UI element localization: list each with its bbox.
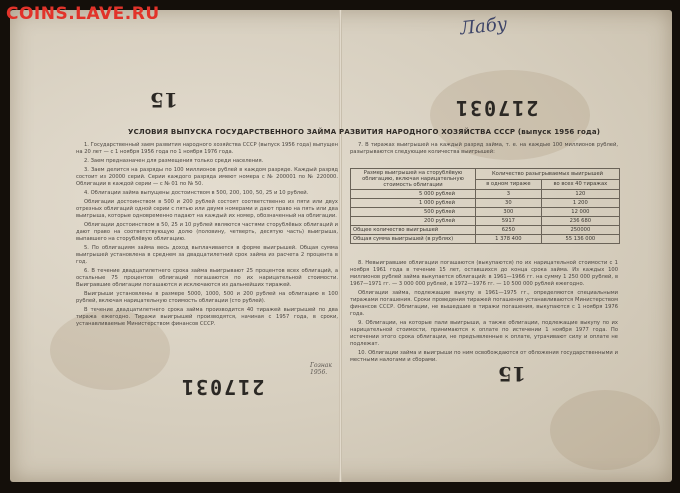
table-row-total-count: Общее количество выигрышей 6250 250000 bbox=[351, 226, 620, 235]
serial-number-top: 217031 bbox=[454, 96, 539, 120]
serial-number-bottom: 217031 bbox=[180, 375, 265, 399]
conditions-text bbox=[76, 142, 338, 330]
paragraph: 8. Невыигравшие облигации погашаются (выкупаются) по их нарицательной стоимости с 1 ноября 1961 года в течение 15 лет, оставшихся до конца срока займа. Из каждых 100 миллионов рублей займа выкупается облигаций: в 1961—1966 гг. на сумму 1 250 000 рублей, в 1967—1971 гг. — 3 000 000 рублей, в 1972—1976 гг. — 10 500 000 рублей ежегодно. bbox=[350, 260, 618, 287]
conditions-title: УСЛОВИЯ ВЫПУСКА ГОСУДАРСТВЕННОГО ЗАЙМА РАЗВИТИЯ НАРОДНОГО ХОЗЯЙСТВА СССР (выпуск 1956 года) bbox=[128, 128, 601, 136]
paragraph: Облигации достоинством в 50, 25 и 10 рублей являются частями сторублёвых облигаций и дают право на соответствующую долю (половину, четверть, десятую часть) выигрыша, выпавшего на сторублёвую облигацию. bbox=[76, 222, 338, 242]
table-row-total-sum: Общая сумма выигрышей (в рублях) 1 378 400 55 136 000 bbox=[351, 235, 620, 244]
paragraph: 1. Государственный заем развития народного хозяйства СССР (выпуск 1956 года) выпущен на 20 лет — с 1 ноября 1956 года по 1 ноября 1976 года. bbox=[76, 142, 338, 155]
site-watermark: COINS.LAVE.RU bbox=[6, 4, 160, 24]
table-row: 5 000 рублей 3 120 bbox=[351, 190, 620, 199]
paragraph: Выигрыши установлены в размере 5000, 1000, 500 и 200 рублей на облигацию в 100 рублей, включая нарицательную стоимость облигации (сто рублей). bbox=[76, 291, 338, 304]
series-number-top: 15 bbox=[150, 88, 178, 112]
paragraph: Облигации займа, подлежащие выкупу в 1961—1975 гг., определяются специальными тиражами погашения. Сроки проведения тиражей погашения устанавливаются Министерством финансов СССР. Облигации, не вышедшие в тиражи погашения, выкупаются с 1 ноября 1976 года. bbox=[350, 290, 618, 317]
paragraph: 3. Заем делится на разряды по 100 миллионов рублей в каждом разряде. Каждый разряд состоит из 20000 серий. Серии каждого разряда имеют номера с № 200001 по № 220000. Облигации в каждой серии — с № 01 по № 50. bbox=[76, 167, 338, 187]
table-row: 500 рублей 300 12 000 bbox=[351, 208, 620, 217]
paragraph-7 bbox=[350, 142, 618, 158]
printer-mark: Гознак 1956. bbox=[310, 362, 332, 376]
table-header-size: Размер выигрышей на сторублёвую облигацию, включая нарицательную стоимость облигации bbox=[351, 169, 476, 190]
paragraph: Облигации достоинством в 500 и 200 рублей состоят соответственно из пяти или двух отрезных облигаций одной серии с пятью или двумя номерами и дают право на пять или два выигрыша, которые одновременно падают на каждый их номер, обозначенный на облигации. bbox=[76, 199, 338, 219]
table-row: 1 000 рублей 30 1 200 bbox=[351, 199, 620, 208]
table-subheader-all: во всех 40 тиражах bbox=[541, 179, 619, 190]
table-header-count: Количество разыгрываемых выигрышей bbox=[476, 169, 620, 180]
paragraph: 7. В тиражах выигрышей на каждый разряд займа, т. е. на каждые 100 миллионов рублей, разыгрываются следующие количества выигрышей: bbox=[350, 142, 618, 155]
bond-sheet bbox=[10, 10, 672, 482]
paragraph: 10. Облигации займа и выигрыши по ним освобождаются от обложения государственными и местными налогами и сборами. bbox=[350, 350, 618, 363]
handwritten-note: Лабу bbox=[459, 13, 509, 40]
paragraph: 6. В течение двадцатилетнего срока займа выигрывают 25 процентов всех облигаций, а остальные 75 процентов облигаций погашаются по их нарицательной стоимости. Выигравшие облигации погашаются и исключаются из дальнейших тиражей. bbox=[76, 268, 338, 288]
paragraph: 4. Облигации займа выпущены достоинством в 500, 200, 100, 50, 25 и 10 рублей. bbox=[84, 190, 309, 196]
paragraph: 2. Заем предназначен для размещения только среди населения. bbox=[84, 158, 264, 164]
series-number-bottom: 15 bbox=[498, 362, 526, 386]
paragraph: 5. По облигациям займа весь доход выплачивается в форме выигрышей. Общая сумма выигрышей установлена в среднем за двадцатилетний срок займа из расчета 2 процента в год. bbox=[76, 245, 338, 265]
table-subheader-one: в одном тираже bbox=[476, 179, 542, 190]
table-row: 200 рублей 5917 236 680 bbox=[351, 217, 620, 226]
paragraph: 9. Облигации, на которые пали выигрыши, а также облигации, подлежащие выкупу по их нарицательной стоимости, принимаются к оплате по истечении 1 ноября 1977 года. По истечении этого срока облигации, не предъявленные к оплате, утрачивают силу и оплате не подлежат. bbox=[350, 320, 618, 347]
paragraph: В течение двадцатилетнего срока займа производится 40 тиражей выигрышей по два тиража ежегодно. Тиражи выигрышей производятся, начиная с 1957 года, в сроки, устанавливаемые Министерством финансов СССР. bbox=[76, 307, 338, 327]
right-page bbox=[342, 10, 672, 482]
conditions-text-right bbox=[350, 260, 618, 366]
prize-table bbox=[350, 168, 620, 244]
